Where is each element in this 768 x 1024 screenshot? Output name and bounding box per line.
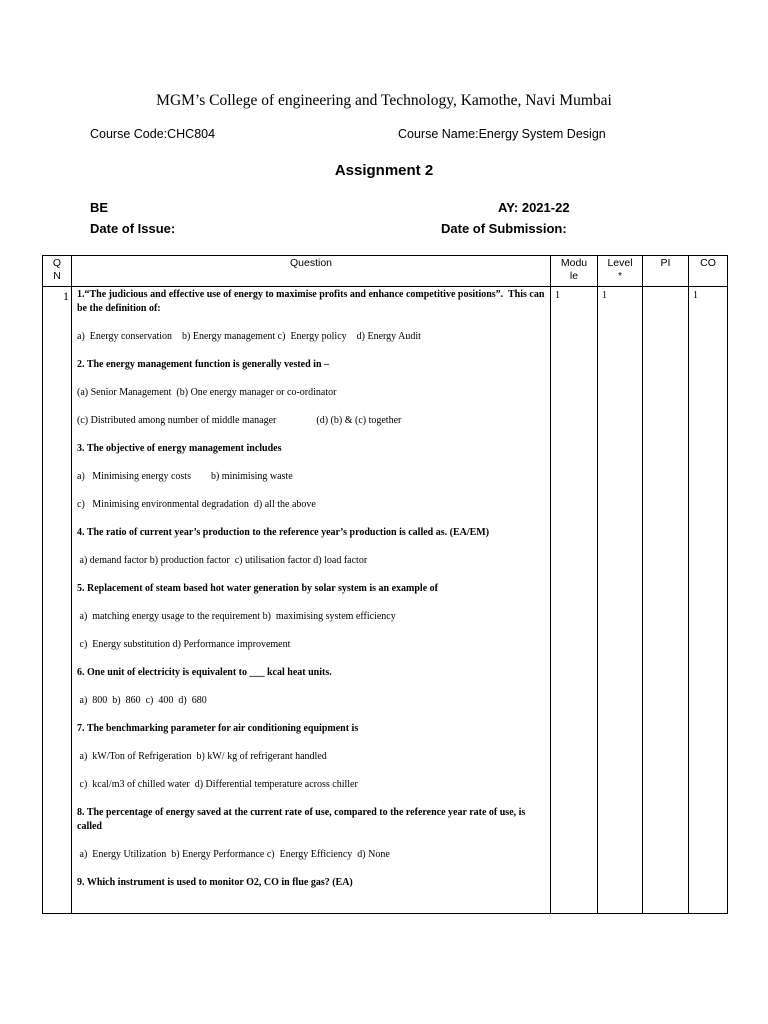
module-cell: 1 xyxy=(551,287,598,914)
answer-options: (a) Senior Management (b) One energy manager or co-ordinator xyxy=(77,387,337,398)
header-question: Question xyxy=(72,256,551,287)
academic-year: AY: 2021-22 xyxy=(498,200,570,215)
class-label: BE xyxy=(90,200,109,215)
header-level xyxy=(598,256,643,287)
question-cell xyxy=(72,287,551,914)
header-pi: PI xyxy=(643,256,689,287)
header-qn xyxy=(43,256,72,287)
answer-options: a) Energy conservation b) Energy management c) Energy policy d) Energy Audit xyxy=(77,331,421,342)
pi-cell xyxy=(643,287,689,914)
answer-options: a) demand factor b) production factor c) utilisation factor d) load factor xyxy=(77,555,368,566)
answer-options: a) matching energy usage to the requirement b) maximising system efficiency xyxy=(77,611,396,622)
question-text: 8. The percentage of energy saved at the current rate of use, compared to the reference year rate of use, is called xyxy=(77,807,528,832)
answer-options: c) kcal/m3 of chilled water d) Differential temperature across chiller xyxy=(77,779,358,790)
header-module-line2: le xyxy=(569,270,579,282)
header-level-line1: Level xyxy=(607,257,633,269)
question-text: 2. The energy management function is generally vested in – xyxy=(77,359,330,370)
answer-options: c) Minimising environmental degradation d) all the above xyxy=(77,499,316,510)
table-header-row xyxy=(43,256,728,287)
question-list xyxy=(77,288,546,890)
header-co: CO xyxy=(689,256,728,287)
header-module xyxy=(551,256,598,287)
header-qn-line1: Q xyxy=(52,257,62,269)
answer-options: (c) Distributed among number of middle manager (d) (b) & (c) together xyxy=(77,415,402,426)
date-of-issue: Date of Issue: xyxy=(90,221,176,236)
answer-options: c) Energy substitution d) Performance improvement xyxy=(77,639,291,650)
answer-options: a) 800 b) 860 c) 400 d) 680 xyxy=(77,695,207,706)
answer-options: a) kW/Ton of Refrigeration b) kW/ kg of refrigerant handled xyxy=(77,751,327,762)
question-text: 7. The benchmarking parameter for air conditioning equipment is xyxy=(77,723,359,734)
level-cell: 1 xyxy=(598,287,643,914)
date-of-submission: Date of Submission: xyxy=(441,221,567,236)
college-name: MGM’s College of engineering and Technology, Kamothe, Navi Mumbai xyxy=(156,92,612,109)
answer-options: a) Minimising energy costs b) minimising waste xyxy=(77,471,293,482)
header-module-line1: Modu xyxy=(560,257,588,269)
table-row xyxy=(43,287,728,914)
co-cell: 1 xyxy=(689,287,728,914)
question-text: 1.“The judicious and effective use of energy to maximise profits and enhance competitive positions”. This can be the definition of: xyxy=(77,289,547,314)
assignment-title: Assignment 2 xyxy=(334,162,434,179)
answer-options: a) Energy Utilization b) Energy Performance c) Energy Efficiency d) None xyxy=(77,849,390,860)
questions-table xyxy=(42,255,728,914)
question-text: 9. Which instrument is used to monitor O2, CO in flue gas? (EA) xyxy=(77,877,353,888)
course-name: Course Name:Energy System Design xyxy=(398,127,606,141)
question-text: 3. The objective of energy management includes xyxy=(77,443,282,454)
question-text: 5. Replacement of steam based hot water generation by solar system is an example of xyxy=(77,583,438,594)
question-text: 6. One unit of electricity is equivalent to ___ kcal heat units. xyxy=(77,667,332,678)
question-text: 4. The ratio of current year’s production to the reference year’s production is called as. (EA/EM) xyxy=(77,527,490,538)
header-level-line2: * xyxy=(617,270,623,282)
qn-cell: 1 xyxy=(43,287,72,914)
header-qn-line2: N xyxy=(53,270,61,282)
course-code: Course Code:CHC804 xyxy=(90,127,216,141)
